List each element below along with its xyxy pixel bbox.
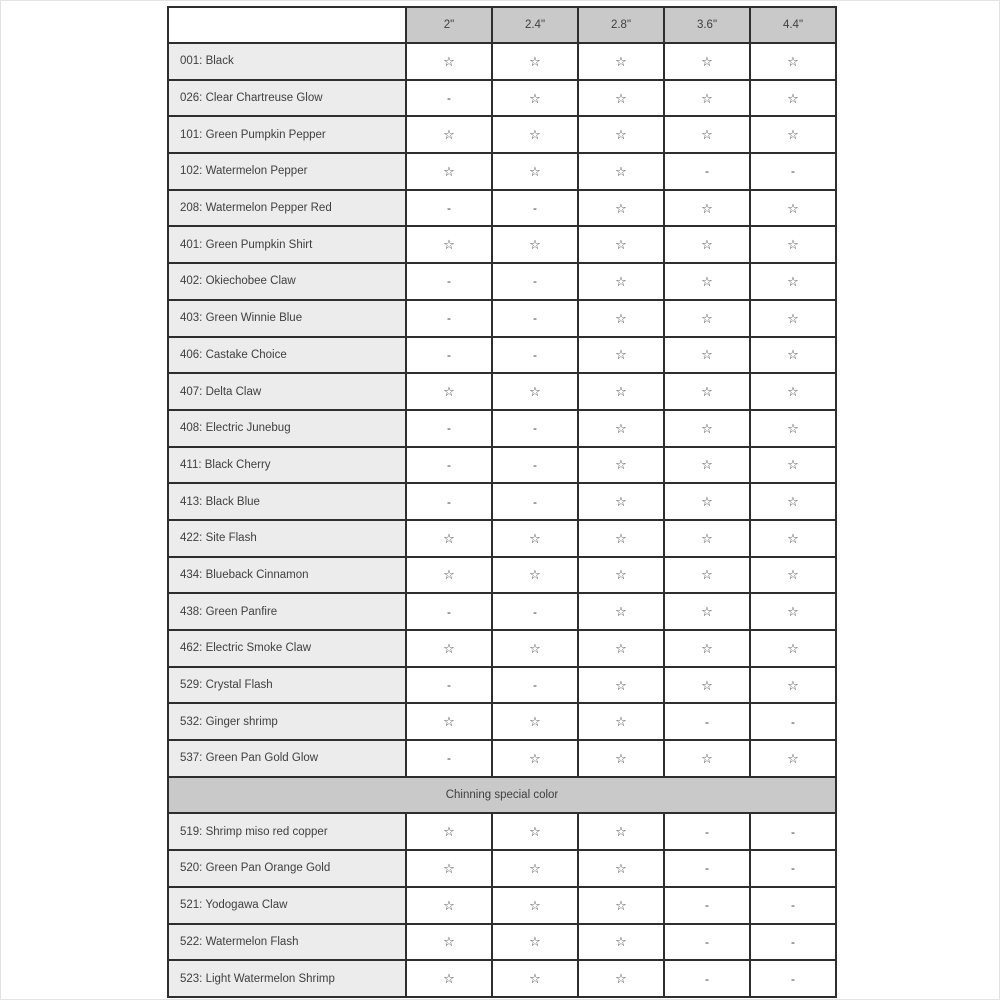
availability-cell-dash: -: [664, 850, 750, 887]
availability-cell-dash: -: [750, 703, 836, 740]
availability-cell-star: ☆: [578, 483, 664, 520]
availability-cell-star: ☆: [750, 447, 836, 484]
availability-cell-dash: -: [492, 263, 578, 300]
size-availability-table: [167, 6, 837, 998]
availability-cell-star: ☆: [406, 850, 492, 887]
availability-cell-star: ☆: [664, 593, 750, 630]
color-label: 401: Green Pumpkin Shirt: [168, 226, 406, 263]
availability-cell-star: ☆: [492, 740, 578, 777]
availability-cell-star: ☆: [750, 373, 836, 410]
table-row: [168, 300, 836, 337]
availability-cell-star: ☆: [578, 410, 664, 447]
availability-cell-star: ☆: [492, 116, 578, 153]
availability-cell-dash: -: [664, 924, 750, 961]
availability-cell-dash: -: [406, 263, 492, 300]
availability-cell-star: ☆: [578, 630, 664, 667]
availability-cell-star: ☆: [406, 226, 492, 263]
color-label: 407: Delta Claw: [168, 373, 406, 410]
table-row: [168, 263, 836, 300]
availability-cell-star: ☆: [664, 740, 750, 777]
table-row: [168, 80, 836, 117]
availability-cell-star: ☆: [492, 850, 578, 887]
availability-cell-star: ☆: [406, 887, 492, 924]
table-row: [168, 850, 836, 887]
availability-cell-star: ☆: [406, 557, 492, 594]
availability-cell-star: ☆: [750, 557, 836, 594]
availability-cell-star: ☆: [664, 263, 750, 300]
availability-cell-star: ☆: [492, 630, 578, 667]
availability-cell-star: ☆: [664, 226, 750, 263]
availability-cell-star: ☆: [492, 557, 578, 594]
availability-cell-star: ☆: [578, 80, 664, 117]
availability-cell-star: ☆: [664, 43, 750, 80]
availability-cell-dash: -: [406, 190, 492, 227]
availability-cell-dash: -: [492, 483, 578, 520]
availability-cell-dash: -: [492, 447, 578, 484]
color-label: 438: Green Panfire: [168, 593, 406, 630]
color-label: 529: Crystal Flash: [168, 667, 406, 704]
availability-cell-star: ☆: [578, 557, 664, 594]
availability-cell-dash: -: [750, 813, 836, 850]
availability-cell-dash: -: [664, 960, 750, 997]
table-row: [168, 226, 836, 263]
size-column-header: 2": [406, 7, 492, 43]
table-row: [168, 43, 836, 80]
availability-cell-star: ☆: [492, 960, 578, 997]
color-label: 520: Green Pan Orange Gold: [168, 850, 406, 887]
color-label: 402: Okiechobee Claw: [168, 263, 406, 300]
availability-cell-star: ☆: [664, 447, 750, 484]
color-label: 406: Castake Choice: [168, 337, 406, 374]
table-row: [168, 813, 836, 850]
availability-cell-dash: -: [750, 960, 836, 997]
availability-cell-dash: -: [406, 447, 492, 484]
availability-cell-star: ☆: [492, 924, 578, 961]
availability-cell-star: ☆: [492, 153, 578, 190]
table-row: [168, 630, 836, 667]
availability-cell-star: ☆: [750, 520, 836, 557]
availability-cell-dash: -: [664, 813, 750, 850]
availability-cell-star: ☆: [406, 630, 492, 667]
size-column-header: 3.6": [664, 7, 750, 43]
table-row: [168, 116, 836, 153]
corner-cell: [168, 7, 406, 43]
availability-cell-star: ☆: [492, 373, 578, 410]
availability-cell-star: ☆: [750, 740, 836, 777]
table-row: [168, 960, 836, 997]
table-row: [168, 447, 836, 484]
table-row: [168, 190, 836, 227]
availability-cell-star: ☆: [578, 226, 664, 263]
availability-cell-dash: -: [492, 593, 578, 630]
availability-cell-dash: -: [406, 337, 492, 374]
availability-cell-star: ☆: [578, 520, 664, 557]
availability-cell-star: ☆: [664, 373, 750, 410]
availability-cell-dash: -: [664, 703, 750, 740]
availability-cell-dash: -: [750, 850, 836, 887]
availability-cell-dash: -: [750, 924, 836, 961]
color-label: 462: Electric Smoke Claw: [168, 630, 406, 667]
availability-cell-dash: -: [406, 667, 492, 704]
availability-cell-dash: -: [664, 153, 750, 190]
availability-cell-star: ☆: [578, 813, 664, 850]
section-row: [168, 777, 836, 814]
availability-cell-star: ☆: [578, 190, 664, 227]
availability-cell-star: ☆: [750, 116, 836, 153]
table-row: [168, 740, 836, 777]
availability-cell-star: ☆: [750, 337, 836, 374]
table-row: [168, 703, 836, 740]
availability-cell-star: ☆: [750, 410, 836, 447]
color-label: 411: Black Cherry: [168, 447, 406, 484]
color-label: 434: Blueback Cinnamon: [168, 557, 406, 594]
availability-cell-star: ☆: [578, 263, 664, 300]
color-label: 001: Black: [168, 43, 406, 80]
availability-cell-star: ☆: [578, 960, 664, 997]
availability-cell-star: ☆: [406, 703, 492, 740]
availability-cell-dash: -: [750, 153, 836, 190]
availability-cell-star: ☆: [492, 703, 578, 740]
availability-cell-star: ☆: [578, 593, 664, 630]
table-header: [168, 7, 836, 43]
availability-cell-star: ☆: [406, 960, 492, 997]
availability-cell-star: ☆: [750, 483, 836, 520]
availability-cell-star: ☆: [750, 263, 836, 300]
availability-cell-star: ☆: [492, 43, 578, 80]
availability-cell-dash: -: [492, 300, 578, 337]
availability-cell-star: ☆: [664, 667, 750, 704]
availability-cell-star: ☆: [664, 520, 750, 557]
availability-cell-star: ☆: [578, 667, 664, 704]
availability-cell-dash: -: [406, 483, 492, 520]
table-row: [168, 153, 836, 190]
color-label: 403: Green Winnie Blue: [168, 300, 406, 337]
availability-cell-dash: -: [664, 887, 750, 924]
availability-cell-dash: -: [406, 300, 492, 337]
table-row: [168, 667, 836, 704]
availability-cell-star: ☆: [406, 520, 492, 557]
availability-cell-star: ☆: [492, 80, 578, 117]
availability-cell-star: ☆: [492, 520, 578, 557]
availability-cell-star: ☆: [750, 593, 836, 630]
availability-cell-star: ☆: [406, 116, 492, 153]
size-column-header: 4.4": [750, 7, 836, 43]
availability-cell-star: ☆: [750, 80, 836, 117]
color-label: 413: Black Blue: [168, 483, 406, 520]
availability-cell-star: ☆: [750, 630, 836, 667]
availability-cell-star: ☆: [578, 337, 664, 374]
table-row: [168, 593, 836, 630]
availability-cell-star: ☆: [664, 80, 750, 117]
availability-cell-star: ☆: [492, 813, 578, 850]
availability-cell-star: ☆: [406, 43, 492, 80]
section-label: Chinning special color: [168, 777, 836, 814]
availability-cell-star: ☆: [750, 300, 836, 337]
availability-cell-star: ☆: [750, 190, 836, 227]
size-column-header: 2.4": [492, 7, 578, 43]
table-row: [168, 557, 836, 594]
availability-cell-star: ☆: [578, 887, 664, 924]
availability-cell-dash: -: [492, 190, 578, 227]
availability-cell-dash: -: [406, 410, 492, 447]
availability-cell-star: ☆: [750, 43, 836, 80]
size-column-header: 2.8": [578, 7, 664, 43]
table-body: [168, 43, 836, 997]
table-row: [168, 483, 836, 520]
availability-cell-dash: -: [492, 410, 578, 447]
color-label: 522: Watermelon Flash: [168, 924, 406, 961]
availability-cell-star: ☆: [578, 153, 664, 190]
availability-cell-star: ☆: [578, 703, 664, 740]
color-label: 523: Light Watermelon Shrimp: [168, 960, 406, 997]
availability-cell-star: ☆: [750, 667, 836, 704]
table-row: [168, 373, 836, 410]
color-label: 101: Green Pumpkin Pepper: [168, 116, 406, 153]
availability-cell-star: ☆: [578, 373, 664, 410]
availability-cell-star: ☆: [664, 557, 750, 594]
header-row: [168, 7, 836, 43]
availability-cell-dash: -: [750, 887, 836, 924]
color-label: 519: Shrimp miso red copper: [168, 813, 406, 850]
availability-cell-dash: -: [492, 337, 578, 374]
color-label: 422: Site Flash: [168, 520, 406, 557]
availability-cell-star: ☆: [406, 924, 492, 961]
availability-cell-star: ☆: [664, 630, 750, 667]
color-label: 532: Ginger shrimp: [168, 703, 406, 740]
availability-cell-dash: -: [406, 740, 492, 777]
availability-cell-dash: -: [406, 80, 492, 117]
availability-cell-star: ☆: [664, 337, 750, 374]
availability-cell-star: ☆: [406, 153, 492, 190]
table-row: [168, 887, 836, 924]
availability-cell-star: ☆: [406, 373, 492, 410]
availability-cell-star: ☆: [664, 410, 750, 447]
color-label: 208: Watermelon Pepper Red: [168, 190, 406, 227]
availability-cell-star: ☆: [664, 190, 750, 227]
availability-cell-star: ☆: [664, 116, 750, 153]
availability-cell-star: ☆: [750, 226, 836, 263]
availability-cell-star: ☆: [578, 116, 664, 153]
availability-cell-star: ☆: [578, 43, 664, 80]
availability-cell-star: ☆: [406, 813, 492, 850]
availability-cell-star: ☆: [492, 887, 578, 924]
availability-cell-star: ☆: [578, 447, 664, 484]
availability-cell-star: ☆: [664, 483, 750, 520]
table-row: [168, 520, 836, 557]
availability-cell-star: ☆: [492, 226, 578, 263]
color-label: 102: Watermelon Pepper: [168, 153, 406, 190]
color-label: 521: Yodogawa Claw: [168, 887, 406, 924]
color-label: 537: Green Pan Gold Glow: [168, 740, 406, 777]
table-row: [168, 924, 836, 961]
availability-cell-dash: -: [406, 593, 492, 630]
availability-cell-star: ☆: [578, 740, 664, 777]
availability-cell-star: ☆: [578, 850, 664, 887]
color-label: 408: Electric Junebug: [168, 410, 406, 447]
table-row: [168, 410, 836, 447]
availability-cell-star: ☆: [578, 924, 664, 961]
table-row: [168, 337, 836, 374]
availability-cell-star: ☆: [664, 300, 750, 337]
availability-cell-star: ☆: [578, 300, 664, 337]
availability-cell-dash: -: [492, 667, 578, 704]
color-label: 026: Clear Chartreuse Glow: [168, 80, 406, 117]
